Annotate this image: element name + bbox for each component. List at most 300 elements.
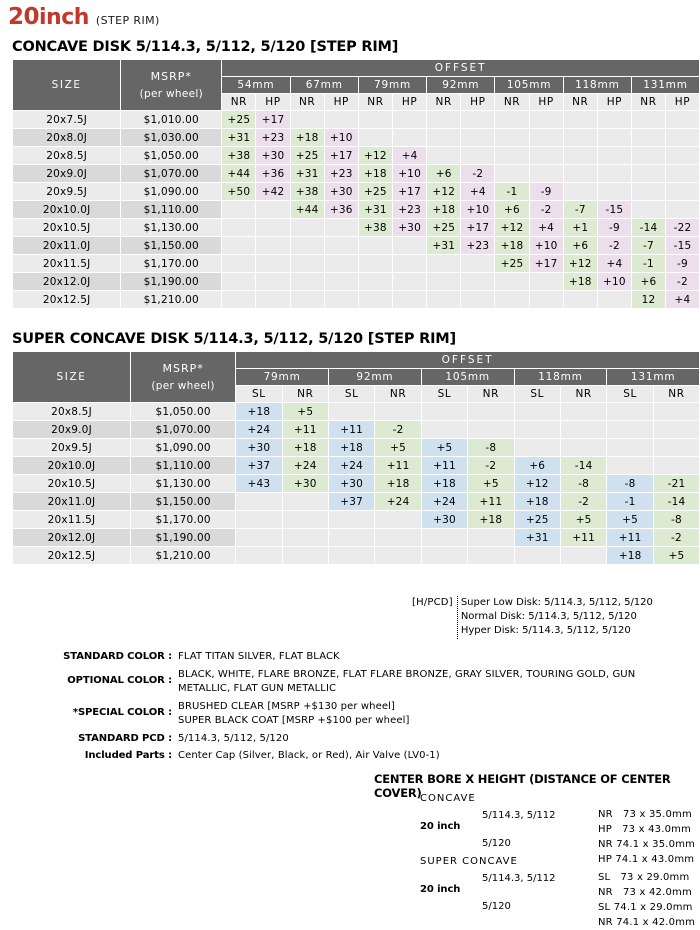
cell-offset-value: -8: [468, 439, 513, 456]
cell-offset-value: +6: [495, 201, 528, 218]
cell-offset-value: +30: [393, 219, 426, 236]
table-row: [13, 165, 699, 182]
spec-label: *SPECIAL COLOR :: [72, 706, 172, 718]
cell-offset-value: +31: [291, 165, 324, 182]
cell-offset-value: +12: [515, 475, 560, 492]
concave-disk-table: [12, 59, 700, 309]
offset-header-54mm: 54mm: [222, 77, 289, 93]
cell-offset-value: [515, 439, 560, 456]
cell-offset-value: -2: [530, 201, 563, 218]
cell-offset-value: [393, 111, 426, 128]
table-row: [13, 511, 699, 528]
cell-offset-value: [598, 183, 631, 200]
cell-size: 20x12.0J: [13, 273, 120, 290]
cell-offset-value: -8: [607, 475, 653, 492]
cell-offset-value: +31: [222, 129, 255, 146]
cell-offset-value: [427, 273, 460, 290]
cell-offset-value: +11: [422, 457, 467, 474]
cell-offset-value: +11: [375, 457, 420, 474]
cell-offset-value: +5: [654, 547, 699, 564]
cell-offset-value: [607, 403, 653, 420]
cell-offset-value: [666, 129, 699, 146]
cell-offset-value: -8: [654, 511, 699, 528]
cell-offset-value: -7: [564, 201, 597, 218]
cell-offset-value: +17: [256, 111, 289, 128]
cell-offset-value: -9: [598, 219, 631, 236]
cell-offset-value: +4: [393, 147, 426, 164]
cell-offset-value: +4: [666, 291, 699, 308]
cell-offset-value: [222, 237, 255, 254]
cell-offset-value: [666, 165, 699, 182]
size-title: [8, 4, 89, 30]
cell-offset-value: [468, 421, 513, 438]
cell-offset-value: [530, 165, 563, 182]
cell-offset-value: [666, 183, 699, 200]
offset-header-118mm: 118mm: [564, 77, 631, 93]
sub-header-sl: SL: [422, 386, 467, 402]
cell-offset-value: [291, 291, 324, 308]
cell-offset-value: +25: [222, 111, 255, 128]
cell-price: $1,130.00: [131, 475, 235, 492]
offset-header-105mm: 105mm: [495, 77, 562, 93]
offset-header-105mm: 105mm: [422, 369, 514, 385]
cell-offset-value: +17: [325, 147, 358, 164]
cell-offset-value: +6: [427, 165, 460, 182]
cell-offset-value: [461, 273, 494, 290]
cell-offset-value: +5: [375, 439, 420, 456]
table-row: [13, 457, 699, 474]
cell-offset-value: +38: [359, 219, 392, 236]
cell-offset-value: +24: [422, 493, 467, 510]
sub-header-hp: HP: [530, 94, 563, 110]
cell-offset-value: +18: [283, 439, 328, 456]
hpcd-line: Super Low Disk: 5/114.3, 5/112, 5/120: [460, 597, 653, 608]
cell-offset-value: [359, 111, 392, 128]
sub-header-nr: NR: [632, 94, 665, 110]
table-row: [13, 493, 699, 510]
column-header-size: SIZE: [13, 60, 120, 110]
table-row: [13, 219, 699, 236]
spec-value: [178, 749, 700, 764]
cell-offset-value: [325, 291, 358, 308]
sub-header-nr: NR: [427, 94, 460, 110]
bore-inch-label: 20 inch: [420, 884, 461, 895]
cell-offset-value: +25: [359, 183, 392, 200]
spec-row: [0, 650, 700, 665]
cell-offset-value: +5: [468, 475, 513, 492]
cell-offset-value: [325, 237, 358, 254]
cell-offset-value: +37: [329, 493, 374, 510]
cell-offset-value: [329, 529, 374, 546]
cell-offset-value: [666, 201, 699, 218]
spec-row: [0, 700, 700, 729]
spec-value: [178, 668, 700, 697]
cell-offset-value: [291, 255, 324, 272]
cell-offset-value: [461, 255, 494, 272]
cell-size: 20x12.5J: [13, 291, 120, 308]
cell-size: 20x11.0J: [13, 493, 130, 510]
bore-value: NR 74.1 x 42.0mm: [598, 917, 696, 928]
sub-header-nr: NR: [291, 94, 324, 110]
cell-offset-value: -2: [468, 457, 513, 474]
bore-pcd-secondary: 5/120: [482, 838, 511, 849]
cell-offset-value: +1: [564, 219, 597, 236]
cell-offset-value: -9: [666, 255, 699, 272]
spec-label: OPTIONAL COLOR :: [67, 674, 172, 686]
table-row: [13, 111, 699, 128]
table-row: [13, 421, 699, 438]
cell-offset-value: +30: [256, 147, 289, 164]
cell-size: 20x8.0J: [13, 129, 120, 146]
cell-offset-value: [422, 421, 467, 438]
spec-label: STANDARD COLOR :: [63, 651, 172, 662]
cell-offset-value: +24: [236, 421, 281, 438]
cell-offset-value: +18: [495, 237, 528, 254]
cell-offset-value: +23: [325, 165, 358, 182]
cell-offset-value: [495, 129, 528, 146]
spec-value-line: METALLIC, FLAT GUN METALLIC: [178, 683, 337, 694]
cell-offset-value: +5: [607, 511, 653, 528]
cell-offset-value: [359, 273, 392, 290]
cell-offset-value: -14: [561, 457, 606, 474]
table-row: [13, 147, 699, 164]
cell-offset-value: [291, 219, 324, 236]
bore-value: SL 74.1 x 29.0mm: [598, 902, 693, 913]
cell-offset-value: +18: [359, 165, 392, 182]
sub-header-hp: HP: [666, 94, 699, 110]
cell-offset-value: [256, 291, 289, 308]
cell-offset-value: 12: [632, 291, 665, 308]
cell-offset-value: +24: [329, 457, 374, 474]
cell-price: $1,190.00: [121, 273, 221, 290]
cell-offset-value: [422, 547, 467, 564]
cell-offset-value: +25: [427, 219, 460, 236]
cell-offset-value: [666, 147, 699, 164]
spec-row: [0, 749, 700, 764]
table-row: [13, 403, 699, 420]
cell-offset-value: [607, 421, 653, 438]
cell-offset-value: [256, 273, 289, 290]
cell-offset-value: [564, 165, 597, 182]
cell-offset-value: +18: [236, 403, 281, 420]
cell-offset-value: +12: [564, 255, 597, 272]
cell-price: $1,090.00: [131, 439, 235, 456]
cell-offset-value: -2: [654, 529, 699, 546]
cell-offset-value: +10: [530, 237, 563, 254]
sub-header-sl: SL: [236, 386, 281, 402]
cell-offset-value: [515, 547, 560, 564]
cell-offset-value: -8: [561, 475, 606, 492]
cell-price: $1,130.00: [121, 219, 221, 236]
center-bore-title: CENTER BORE X HEIGHT (DISTANCE OF CENTER COVER): [374, 772, 671, 800]
cell-offset-value: +4: [530, 219, 563, 236]
cell-offset-value: [329, 403, 374, 420]
cell-offset-value: [564, 183, 597, 200]
cell-offset-value: [654, 457, 699, 474]
cell-size: 20x10.0J: [13, 457, 130, 474]
table-row: [13, 291, 699, 308]
size-number: 20: [8, 4, 40, 30]
hpcd-line: Hyper Disk: 5/114.3, 5/112, 5/120: [460, 625, 631, 637]
cell-offset-value: [393, 129, 426, 146]
cell-offset-value: [632, 111, 665, 128]
cell-offset-value: [325, 273, 358, 290]
spec-value: [178, 650, 700, 665]
cell-offset-value: +42: [256, 183, 289, 200]
cell-price: $1,070.00: [121, 165, 221, 182]
bore-value: NR 73 x 42.0mm: [598, 887, 692, 898]
cell-offset-value: -9: [530, 183, 563, 200]
cell-offset-value: [654, 421, 699, 438]
cell-price: $1,070.00: [131, 421, 235, 438]
super-concave-disk-table: [12, 351, 700, 565]
cell-offset-value: +12: [427, 183, 460, 200]
cell-size: 20x10.5J: [13, 219, 120, 236]
cell-offset-value: [222, 273, 255, 290]
cell-offset-value: [561, 403, 606, 420]
cell-offset-value: [375, 403, 420, 420]
cell-offset-value: [325, 111, 358, 128]
cell-offset-value: +10: [325, 129, 358, 146]
cell-offset-value: [291, 273, 324, 290]
offset-header-79mm: 79mm: [236, 369, 328, 385]
cell-offset-value: +31: [427, 237, 460, 254]
cell-size: 20x8.5J: [13, 403, 130, 420]
cell-offset-value: +10: [461, 201, 494, 218]
cell-offset-value: +43: [236, 475, 281, 492]
cell-offset-value: +30: [422, 511, 467, 528]
cell-price: $1,190.00: [131, 529, 235, 546]
cell-offset-value: +30: [329, 475, 374, 492]
cell-offset-value: [291, 111, 324, 128]
offset-header-131mm: 131mm: [607, 369, 699, 385]
cell-offset-value: +6: [564, 237, 597, 254]
concave-disk-heading: CONCAVE DISK 5/114.3, 5/112, 5/120 [STEP RIM]: [12, 39, 399, 55]
sub-header-hp: HP: [325, 94, 358, 110]
spec-label: Included Parts :: [84, 750, 172, 761]
cell-offset-value: [359, 255, 392, 272]
cell-offset-value: -1: [495, 183, 528, 200]
sub-header-nr: NR: [468, 386, 513, 402]
cell-offset-value: [495, 291, 528, 308]
cell-offset-value: [530, 147, 563, 164]
column-header-size: SIZE: [13, 352, 130, 402]
msrp-line-2: (per wheel): [151, 379, 215, 392]
cell-offset-value: [422, 529, 467, 546]
cell-offset-value: [283, 493, 328, 510]
center-bore-super-concave: [420, 856, 695, 930]
cell-offset-value: +23: [461, 237, 494, 254]
cell-offset-value: [427, 291, 460, 308]
cell-offset-value: -14: [632, 219, 665, 236]
sub-header-nr: NR: [359, 94, 392, 110]
cell-offset-value: [598, 147, 631, 164]
cell-offset-value: [461, 129, 494, 146]
cell-offset-value: +38: [291, 183, 324, 200]
cell-offset-value: +25: [495, 255, 528, 272]
cell-offset-value: +5: [283, 403, 328, 420]
cell-price: $1,110.00: [121, 201, 221, 218]
sub-header-nr: NR: [222, 94, 255, 110]
cell-offset-value: +6: [515, 457, 560, 474]
cell-price: $1,170.00: [131, 511, 235, 528]
spec-value-line: SUPER BLACK COAT [MSRP +$100 per wheel]: [178, 715, 410, 726]
cell-offset-value: [495, 147, 528, 164]
cell-offset-value: +17: [530, 255, 563, 272]
hpcd-label: [H/PCD]: [412, 597, 453, 608]
msrp-line-1: MSRP*: [162, 362, 204, 376]
cell-offset-value: [468, 547, 513, 564]
cell-size: 20x10.0J: [13, 201, 120, 218]
cell-size: 20x12.5J: [13, 547, 130, 564]
cell-offset-value: [375, 547, 420, 564]
cell-price: $1,170.00: [121, 255, 221, 272]
cell-size: 20x9.0J: [13, 165, 120, 182]
column-header-msrp: [131, 352, 235, 402]
table-row: [13, 439, 699, 456]
cell-offset-value: +18: [468, 511, 513, 528]
cell-offset-value: [654, 439, 699, 456]
specification-list: [0, 650, 700, 767]
cell-offset-value: [222, 201, 255, 218]
cell-offset-value: [495, 273, 528, 290]
cell-offset-value: [495, 111, 528, 128]
cell-offset-value: -14: [654, 493, 699, 510]
cell-offset-value: -2: [598, 237, 631, 254]
table-row: [13, 255, 699, 272]
bore-value: NR 73 x 35.0mm: [598, 809, 692, 820]
sub-header-nr: NR: [375, 386, 420, 402]
cell-offset-value: +18: [329, 439, 374, 456]
cell-price: $1,210.00: [121, 291, 221, 308]
hpcd-note: [412, 596, 653, 639]
cell-offset-value: -21: [654, 475, 699, 492]
cell-offset-value: [236, 529, 281, 546]
offset-header-131mm: 131mm: [632, 77, 699, 93]
cell-size: 20x7.5J: [13, 111, 120, 128]
sub-header-sl: SL: [515, 386, 560, 402]
cell-offset-value: [564, 111, 597, 128]
cell-offset-value: [329, 547, 374, 564]
cell-offset-value: [468, 403, 513, 420]
bore-pcd-secondary: 5/120: [482, 901, 511, 912]
cell-offset-value: +23: [393, 201, 426, 218]
cell-offset-value: [461, 147, 494, 164]
cell-offset-value: [632, 129, 665, 146]
cell-offset-value: -15: [598, 201, 631, 218]
cell-offset-value: [515, 403, 560, 420]
cell-offset-value: [495, 165, 528, 182]
cell-price: $1,110.00: [131, 457, 235, 474]
msrp-line-1: MSRP*: [150, 70, 192, 84]
bore-value: HP 74.1 x 43.0mm: [598, 854, 695, 865]
table-row: [13, 273, 699, 290]
table-row: [13, 529, 699, 546]
cell-offset-value: [461, 291, 494, 308]
cell-offset-value: -7: [632, 237, 665, 254]
msrp-line-2: (per wheel): [139, 87, 203, 100]
cell-offset-value: +12: [359, 147, 392, 164]
spec-value-line: Center Cap (Silver, Black, or Red), Air Valve (LV0-1): [178, 750, 440, 761]
cell-offset-value: +18: [564, 273, 597, 290]
spec-label: STANDARD PCD :: [78, 732, 172, 744]
cell-offset-value: +11: [607, 529, 653, 546]
cell-offset-value: +4: [461, 183, 494, 200]
cell-offset-value: [468, 529, 513, 546]
cell-offset-value: +10: [598, 273, 631, 290]
cell-offset-value: +17: [393, 183, 426, 200]
sub-header-nr: NR: [564, 94, 597, 110]
bore-inch-label: 20 inch: [420, 821, 461, 832]
cell-offset-value: +18: [422, 475, 467, 492]
cell-offset-value: [359, 237, 392, 254]
cell-offset-value: [393, 273, 426, 290]
spec-value: [178, 732, 700, 747]
cell-offset-value: [256, 219, 289, 236]
cell-offset-value: [222, 291, 255, 308]
page-title: [0, 0, 700, 30]
table-row: [13, 547, 699, 564]
bore-value: HP 73 x 43.0mm: [598, 824, 692, 835]
cell-offset-value: [283, 529, 328, 546]
cell-offset-value: [632, 147, 665, 164]
cell-offset-value: [427, 255, 460, 272]
cell-offset-value: -22: [666, 219, 699, 236]
cell-price: $1,210.00: [131, 547, 235, 564]
cell-offset-value: [256, 201, 289, 218]
cell-offset-value: [654, 403, 699, 420]
hpcd-lines: [457, 596, 653, 639]
cell-offset-value: [564, 291, 597, 308]
sub-header-nr: NR: [561, 386, 606, 402]
table-row: [13, 237, 699, 254]
cell-offset-value: +36: [325, 201, 358, 218]
cell-offset-value: [291, 237, 324, 254]
sub-header-nr: NR: [495, 94, 528, 110]
sub-header-nr: NR: [654, 386, 699, 402]
cell-price: $1,050.00: [121, 147, 221, 164]
cell-offset-value: -2: [375, 421, 420, 438]
cell-offset-value: +17: [461, 219, 494, 236]
cell-offset-value: [393, 237, 426, 254]
offset-header-92mm: 92mm: [329, 369, 421, 385]
cell-offset-value: [564, 129, 597, 146]
spec-row: [0, 732, 700, 747]
cell-offset-value: [393, 291, 426, 308]
cell-size: 20x12.0J: [13, 529, 130, 546]
cell-offset-value: +23: [256, 129, 289, 146]
cell-size: 20x11.0J: [13, 237, 120, 254]
cell-offset-value: +11: [561, 529, 606, 546]
cell-offset-value: [283, 511, 328, 528]
cell-offset-value: [236, 547, 281, 564]
cell-offset-value: [632, 183, 665, 200]
cell-offset-value: +44: [291, 201, 324, 218]
cell-offset-value: [564, 147, 597, 164]
cell-offset-value: [607, 457, 653, 474]
sub-header-hp: HP: [393, 94, 426, 110]
cell-offset-value: [427, 129, 460, 146]
hpcd-line: Normal Disk: 5/114.3, 5/112, 5/120: [460, 611, 637, 623]
sub-header-hp: HP: [598, 94, 631, 110]
spec-value-line: BRUSHED CLEAR [MSRP +$130 per wheel]: [178, 700, 395, 712]
cell-offset-value: [530, 291, 563, 308]
spec-row: [0, 668, 700, 697]
cell-price: $1,010.00: [121, 111, 221, 128]
cell-offset-value: +4: [598, 255, 631, 272]
size-unit: inch: [39, 5, 89, 30]
cell-offset-value: -1: [632, 255, 665, 272]
